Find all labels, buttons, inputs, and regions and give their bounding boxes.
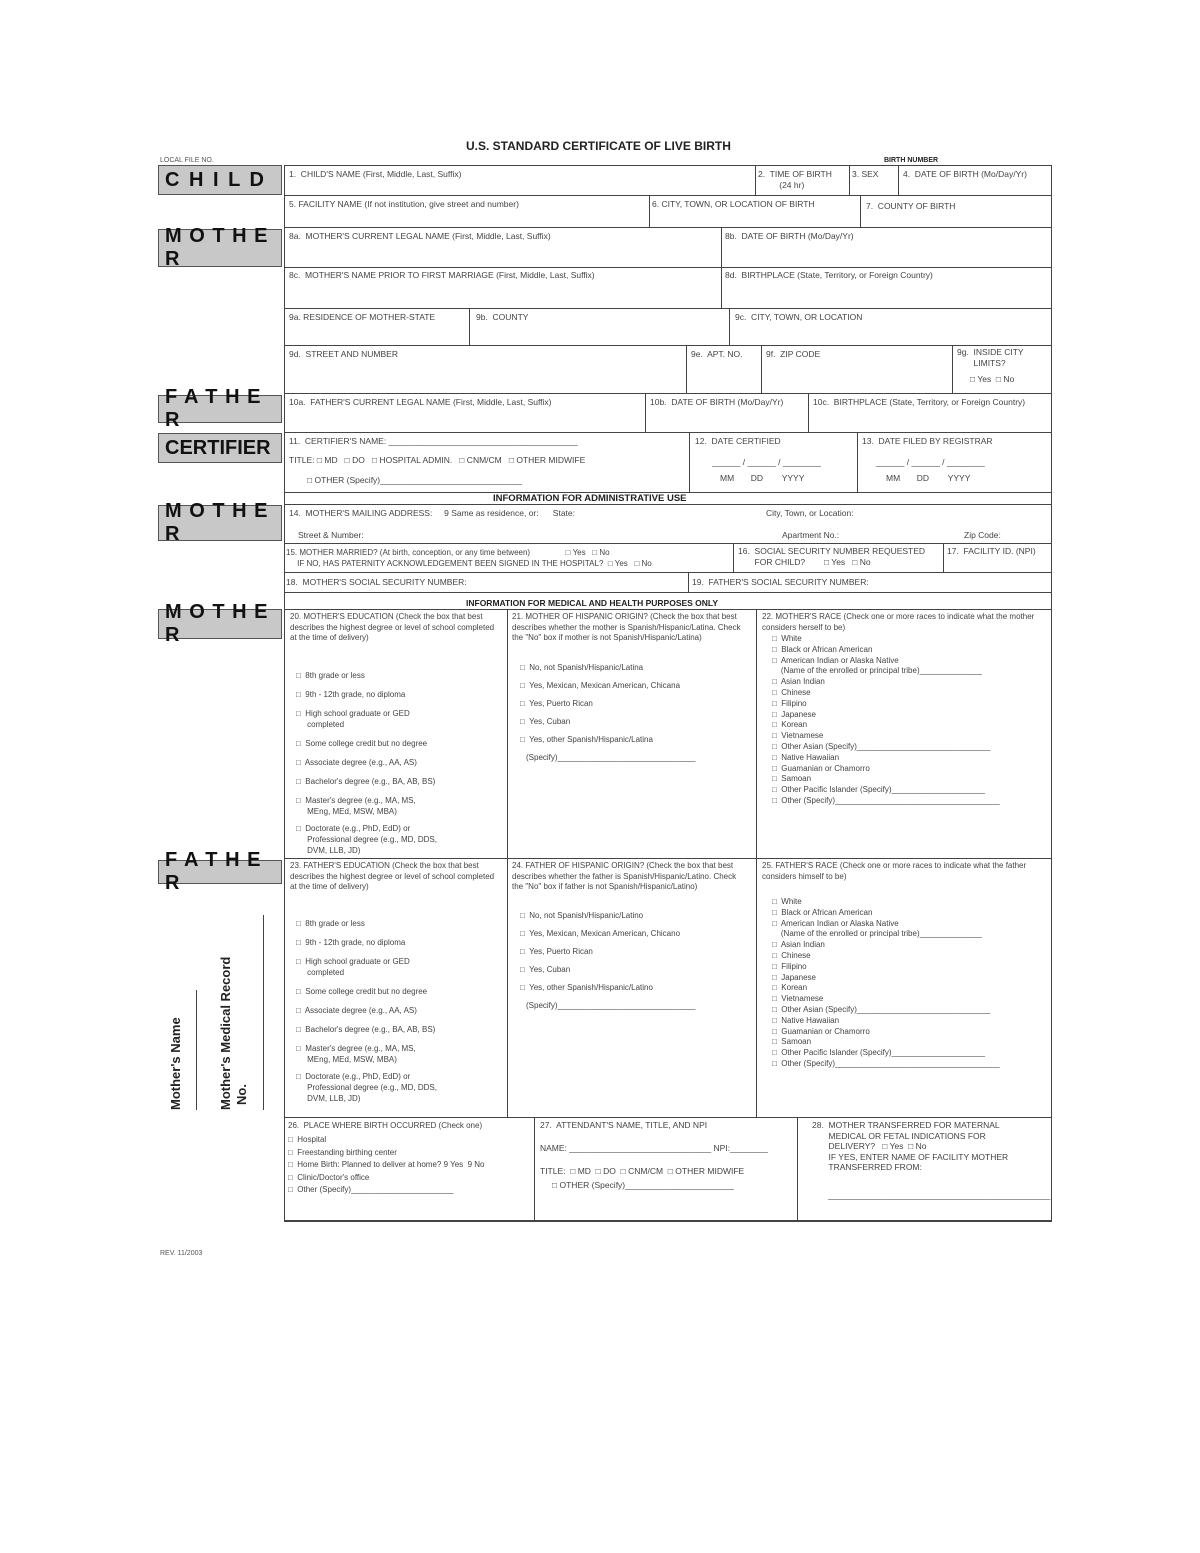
hispanic-option[interactable]: □ Yes, Mexican, Mexican American, Chicana xyxy=(520,681,681,690)
field-16-label: 16. SOCIAL SECURITY NUMBER REQUESTED FOR CHILD? □ Yes □ No xyxy=(738,546,926,567)
birth-place-option[interactable]: □ Freestanding birthing center xyxy=(288,1147,397,1157)
race-option[interactable]: □ Korean xyxy=(772,983,808,993)
field-15b-label: IF NO, HAS PATERNITY ACKNOWLEDGEMENT BEEN SIGNED IN THE HOSPITAL? □ Yes □ No xyxy=(286,559,652,568)
hispanic-option[interactable]: □ Yes, Cuban xyxy=(520,717,571,726)
field-18-label: 18. MOTHER'S SOCIAL SECURITY NUMBER: xyxy=(286,577,467,587)
field-28-label: 28. MOTHER TRANSFERRED FOR MATERNAL MEDICAL OR FETAL INDICATIONS FOR DELIVERY? □ Yes □ No IF YES, ENTER NAME OF FACILITY MOTHER TRANSFERRED FROM: xyxy=(812,1120,1009,1172)
field-10c-label: 10c. BIRTHPLACE (State, Territory, or Foreign Country) xyxy=(813,397,1026,407)
field-2-label: 2. TIME OF BIRTH (24 hr) xyxy=(758,169,832,190)
field-14-street: Street & Number: xyxy=(298,530,364,540)
hispanic-option[interactable]: □ Yes, Mexican, Mexican American, Chicano xyxy=(520,929,681,938)
education-option[interactable]: □ Bachelor's degree (e.g., BA, AB, BS) xyxy=(296,777,436,786)
birth-place-option[interactable]: □ Clinic/Doctor's office xyxy=(288,1172,370,1182)
father-race-options xyxy=(772,897,1047,1070)
field-22-label: 22. MOTHER'S RACE (Check one or more races to indicate what the mother considers herself to be) xyxy=(762,612,1035,632)
education-option[interactable]: □ High school graduate or GED completed xyxy=(296,709,410,729)
field-28-line[interactable]: _______________________________________________ xyxy=(828,1190,1051,1200)
section-father-medical: F A T H E R xyxy=(158,860,282,884)
field-8c-label: 8c. MOTHER'S NAME PRIOR TO FIRST MARRIAGE (First, Middle, Last, Suffix) xyxy=(289,270,595,280)
education-option[interactable]: □ 9th - 12th grade, no diploma xyxy=(296,938,406,947)
race-option[interactable]: □ Filipino xyxy=(772,698,807,708)
hispanic-specify[interactable]: (Specify)_______________________________ xyxy=(526,753,696,762)
field-9d-label: 9d. STREET AND NUMBER xyxy=(289,349,398,359)
field-15-label: 15. MOTHER MARRIED? (At birth, conception, or any time between) □ Yes □ No xyxy=(286,548,610,557)
revision-label: REV. 11/2003 xyxy=(160,1250,203,1257)
field-8d-label: 8d. BIRTHPLACE (State, Territory, or Foreign Country) xyxy=(725,270,933,280)
field-8a-label: 8a. MOTHER'S CURRENT LEGAL NAME (First, Middle, Last, Suffix) xyxy=(289,231,551,241)
field-8b-label: 8b. DATE OF BIRTH (Mo/Day/Yr) xyxy=(725,231,854,241)
race-option[interactable]: □ Chinese xyxy=(772,950,811,960)
race-option[interactable]: □ Native Hawaiian xyxy=(772,752,840,762)
race-option[interactable]: □ Other Pacific Islander (Specify)_____________________ xyxy=(772,1048,985,1058)
education-option[interactable]: □ Some college credit but no degree xyxy=(296,739,428,748)
section-mother-admin: M O T H E R xyxy=(158,505,282,541)
field-9e-label: 9e. APT. NO. xyxy=(691,349,743,359)
field-27-label: 27. ATTENDANT'S NAME, TITLE, AND NPI xyxy=(540,1120,708,1130)
education-option[interactable]: □ Master's degree (e.g., MA, MS, MEng, MEd, MSW, MBA) xyxy=(296,796,416,816)
medical-banner: INFORMATION FOR MEDICAL AND HEALTH PURPOSES ONLY xyxy=(466,598,719,608)
field-17-label: 17. FACILITY ID. (NPI) xyxy=(947,546,1036,556)
hispanic-option[interactable]: □ Yes, other Spanish/Hispanic/Latina xyxy=(520,735,653,744)
race-option[interactable]: □ Asian Indian xyxy=(772,940,825,950)
race-option[interactable]: □ American Indian or Alaska Native (Name of the enrolled or principal tribe)______________ xyxy=(772,918,982,939)
education-option[interactable]: □ 9th - 12th grade, no diploma xyxy=(296,690,406,699)
father-hispanic-options xyxy=(520,910,750,1011)
field-24-label: 24. FATHER OF HISPANIC ORIGIN? (Check the box that best describes whether the father is Spanish/Hispanic/Latino. Check the "No" box if father is not Spanish/Hispanic/Latino) xyxy=(512,861,737,891)
race-option[interactable]: □ Vietnamese xyxy=(772,994,824,1004)
field-14-zip: Zip Code: xyxy=(964,530,1001,540)
race-option[interactable]: □ White xyxy=(772,897,802,906)
field-23-label: 23. FATHER'S EDUCATION (Check the box that best describes the highest degree or level of school completed at the time of delivery) xyxy=(290,861,495,891)
race-option[interactable]: □ Asian Indian xyxy=(772,677,825,687)
field-10b-label: 10b. DATE OF BIRTH (Mo/Day/Yr) xyxy=(650,397,784,407)
race-option[interactable]: □ Other Pacific Islander (Specify)_____________________ xyxy=(772,785,985,795)
race-option[interactable]: □ Other (Specify)_____________________________________ xyxy=(772,1058,1000,1068)
field-20-label: 20. MOTHER'S EDUCATION (Check the box that best describes the highest degree or level of school completed at the time of delivery) xyxy=(290,612,495,642)
field-27-title[interactable]: TITLE: □ MD □ DO □ CNM/CM □ OTHER MIDWIFE xyxy=(540,1166,745,1176)
birth-number-label: BIRTH NUMBER xyxy=(884,157,939,164)
field-10a-label: 10a. FATHER'S CURRENT LEGAL NAME (First, Middle, Last, Suffix) xyxy=(289,397,552,407)
race-option[interactable]: □ Native Hawaiian xyxy=(772,1015,840,1025)
race-option[interactable]: □ Samoan xyxy=(772,1037,812,1047)
field-11-label: 11. CERTIFIER'S NAME: ________________________________________ xyxy=(289,436,578,446)
field-7-label: 7. COUNTY OF BIRTH xyxy=(866,201,956,211)
race-option[interactable]: □ Guamanian or Chamorro xyxy=(772,1026,870,1036)
race-option[interactable]: □ White xyxy=(772,634,802,643)
field-26-label: 26. PLACE WHERE BIRTH OCCURRED (Check one) xyxy=(288,1121,483,1130)
admin-banner: INFORMATION FOR ADMINISTRATIVE USE xyxy=(493,493,687,504)
hispanic-specify[interactable]: (Specify)_______________________________ xyxy=(526,1001,696,1010)
birth-place-option[interactable]: □ Other (Specify)_______________________ xyxy=(288,1185,454,1194)
section-child: C H I L D xyxy=(158,165,282,195)
birth-place-options xyxy=(288,1134,533,1197)
race-option[interactable]: □ Guamanian or Chamorro xyxy=(772,763,870,773)
hispanic-option[interactable]: □ Yes, Cuban xyxy=(520,965,571,974)
race-option[interactable]: □ Vietnamese xyxy=(772,731,824,741)
field-4-label: 4. DATE OF BIRTH (Mo/Day/Yr) xyxy=(903,169,1027,179)
hispanic-option[interactable]: □ Yes, Puerto Rican xyxy=(520,947,593,956)
medical-record-no-label: No. xyxy=(234,1084,249,1105)
race-option[interactable]: □ American Indian or Alaska Native (Name of the enrolled or principal tribe)______________ xyxy=(772,655,982,676)
mother-race-options xyxy=(772,634,1047,807)
certifier-title-options[interactable]: TITLE: □ MD □ DO □ HOSPITAL ADMIN. □ CNM/CM □ OTHER MIDWIFE xyxy=(289,455,586,465)
medical-record-label: Mother's Medical Record xyxy=(218,956,233,1110)
field-9g-label: 9g. INSIDE CITY LIMITS? xyxy=(957,347,1024,368)
race-option[interactable]: □ Chinese xyxy=(772,687,811,697)
education-option[interactable]: □ Doctorate (e.g., PhD, EdD) or Professional degree (e.g., MD, DDS, DVM, LLB, JD) xyxy=(296,1072,437,1103)
education-option[interactable]: □ High school graduate or GED completed xyxy=(296,957,410,977)
father-education-options xyxy=(296,918,506,1104)
field-13-format: MM DD YYYY xyxy=(886,473,971,483)
field-21-label: 21. MOTHER OF HISPANIC ORIGIN? (Check the box that best describes whether the mother is Spanish/Hispanic/Latina. Check the "No" box if mother is not Spanish/Hispanic/Latina) xyxy=(512,612,741,642)
field-9f-label: 9f. ZIP CODE xyxy=(766,349,821,359)
race-option[interactable]: □ Japanese xyxy=(772,972,816,982)
education-option[interactable]: □ Associate degree (e.g., AA, AS) xyxy=(296,1006,417,1015)
field-13-blank[interactable]: ______ / ______ / ________ xyxy=(876,457,985,467)
field-12-label: 12. DATE CERTIFIED xyxy=(695,436,781,446)
field-27-other[interactable]: □ OTHER (Specify)_______________________ xyxy=(552,1180,734,1190)
field-9c-label: 9c. CITY, TOWN, OR LOCATION xyxy=(735,312,863,322)
race-option[interactable]: □ Japanese xyxy=(772,709,816,719)
race-option[interactable]: □ Filipino xyxy=(772,961,807,971)
section-certifier: CERTIFIER xyxy=(158,433,282,463)
hispanic-option[interactable]: □ Yes, other Spanish/Hispanic/Latino xyxy=(520,983,653,992)
education-option[interactable]: □ Master's degree (e.g., MA, MS, MEng, MEd, MSW, MBA) xyxy=(296,1044,416,1064)
education-option[interactable]: □ Doctorate (e.g., PhD, EdD) or Professional degree (e.g., MD, DDS, DVM, LLB, JD) xyxy=(296,824,437,855)
form-title: U.S. STANDARD CERTIFICATE OF LIVE BIRTH xyxy=(466,139,731,153)
field-6-label: 6. CITY, TOWN, OR LOCATION OF BIRTH xyxy=(652,199,815,209)
field-9b-label: 9b. COUNTY xyxy=(476,312,529,322)
field-25-label: 25. FATHER'S RACE (Check one or more races to indicate what the father considers himself to be) xyxy=(762,861,1027,881)
race-option[interactable]: □ Samoan xyxy=(772,774,812,784)
mother-hispanic-options xyxy=(520,662,750,763)
education-option[interactable]: □ 8th grade or less xyxy=(296,671,365,680)
education-option[interactable]: □ Associate degree (e.g., AA, AS) xyxy=(296,758,417,767)
education-option[interactable]: □ Bachelor's degree (e.g., BA, AB, BS) xyxy=(296,1025,436,1034)
field-1-label: 1. CHILD'S NAME (First, Middle, Last, Suffix) xyxy=(289,169,462,179)
field-14-city: City, Town, or Location: xyxy=(766,508,854,518)
hispanic-option[interactable]: □ No, not Spanish/Hispanic/Latina xyxy=(520,663,644,672)
local-file-no-label: LOCAL FILE NO. xyxy=(160,157,214,164)
hispanic-option[interactable]: □ No, not Spanish/Hispanic/Latino xyxy=(520,911,644,920)
field-12-format: MM DD YYYY xyxy=(720,473,805,483)
race-option[interactable]: □ Korean xyxy=(772,720,808,730)
education-option[interactable]: □ Some college credit but no degree xyxy=(296,987,428,996)
field-27-name[interactable]: NAME: ______________________________ NPI:________ xyxy=(540,1143,768,1153)
field-19-label: 19. FATHER'S SOCIAL SECURITY NUMBER: xyxy=(692,577,869,587)
section-father: F A T H E R xyxy=(158,395,282,423)
section-mother-medical: M O T H E R xyxy=(158,609,282,639)
race-option[interactable]: □ Black or African American xyxy=(772,907,873,917)
field-3-label: 3. SEX xyxy=(852,169,879,179)
hispanic-option[interactable]: □ Yes, Puerto Rican xyxy=(520,699,593,708)
field-12-blank[interactable]: ______ / ______ / ________ xyxy=(712,457,821,467)
birth-place-option[interactable]: □ Hospital xyxy=(288,1135,327,1144)
certifier-other-option[interactable]: □ OTHER (Specify)______________________________ xyxy=(307,475,522,485)
field-9g-options[interactable]: □ Yes □ No xyxy=(970,374,1015,384)
section-mother: M O T H E R xyxy=(158,229,282,267)
education-option[interactable]: □ 8th grade or less xyxy=(296,919,365,928)
mothers-name-label: Mother's Name xyxy=(168,1017,183,1110)
race-option[interactable]: □ Other (Specify)_____________________________________ xyxy=(772,795,1000,805)
race-option[interactable]: □ Black or African American xyxy=(772,644,873,654)
field-14-apt: Apartment No.: xyxy=(782,530,840,540)
race-option[interactable]: □ Other Asian (Specify)______________________________ xyxy=(772,741,991,751)
field-14-label: 14. MOTHER'S MAILING ADDRESS: 9 Same as residence, or: State: xyxy=(289,508,575,518)
mother-education-options xyxy=(296,670,506,856)
field-5-label: 5. FACILITY NAME (If not institution, give street and number) xyxy=(289,199,519,209)
field-13-label: 13. DATE FILED BY REGISTRAR xyxy=(862,436,993,446)
birth-place-option[interactable]: □ Home Birth: Planned to deliver at home? 9 Yes 9 No xyxy=(288,1160,485,1169)
field-9a-label: 9a. RESIDENCE OF MOTHER-STATE xyxy=(289,312,436,322)
race-option[interactable]: □ Other Asian (Specify)______________________________ xyxy=(772,1004,991,1014)
